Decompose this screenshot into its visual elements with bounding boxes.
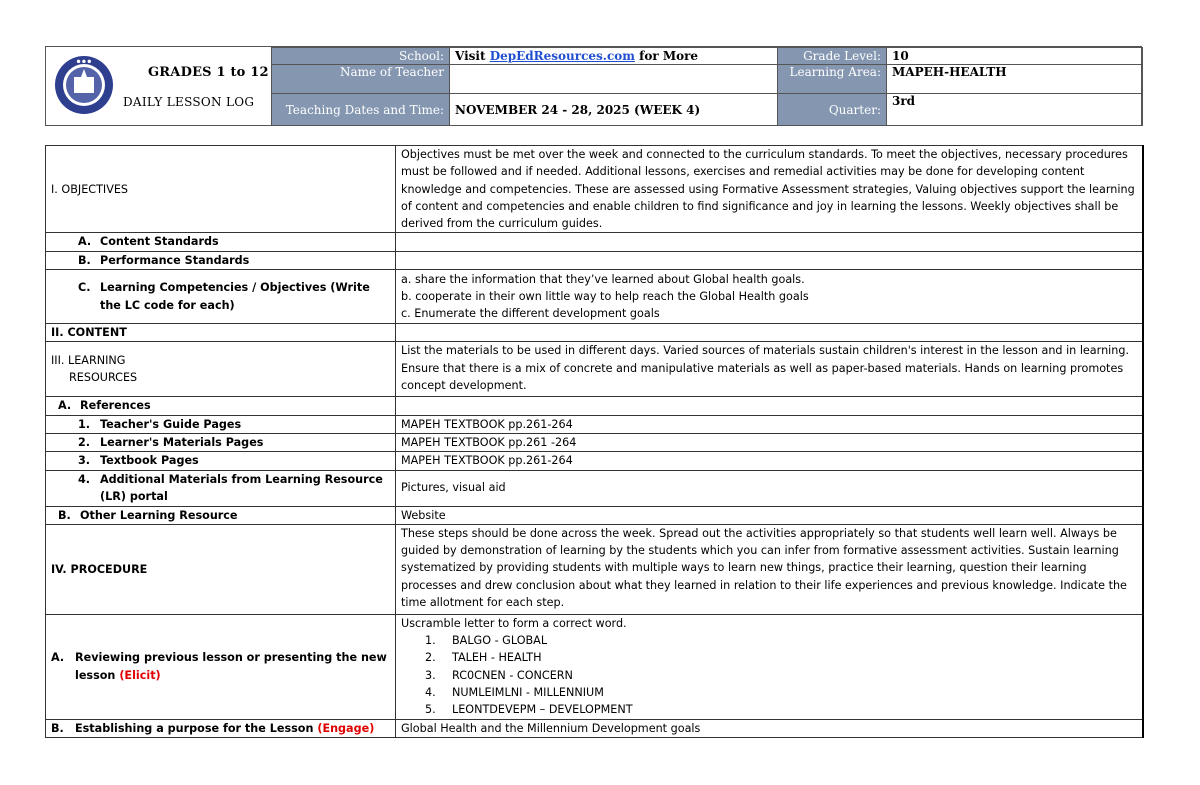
competency-item: b. cooperate in their own little way to help reach the Global Health goals xyxy=(401,289,809,303)
list-item: 1. BALGO - GLOBAL xyxy=(425,634,548,648)
list-item: 5. LEONTDEVEPM – DEVELOPMENT xyxy=(425,703,633,717)
teacher-label: Name of Teacher xyxy=(272,65,450,94)
teachers-guide-value: MAPEH TEXTBOOK pp.261-264 xyxy=(396,415,1143,433)
table-row xyxy=(46,146,1143,233)
engage-tag: (Engage) xyxy=(317,721,375,735)
unscramble-list xyxy=(401,632,1137,718)
svg-text:● ● ●: ● ● ● xyxy=(76,59,92,65)
content-standards-value xyxy=(396,233,1143,251)
table-row xyxy=(46,614,1143,719)
review-lesson-value: Uscramble letter to form a correct word. 1. BALGO - GLOBAL 2. TALEH - HEALTH 3. RC0CNEN - CONCERN 4. NUMLEIMLNI - MILLENNIUM 5. LEONTDEVEPM – DEVELOPMENT xyxy=(396,614,1143,719)
header-block xyxy=(45,46,1142,126)
objectives-label: I. OBJECTIVES xyxy=(46,146,396,233)
list-item: 4. NUMLEIMLNI - MILLENNIUM xyxy=(425,686,604,700)
performance-standards-label: B. Performance Standards xyxy=(46,251,396,269)
content-label: II. CONTENT xyxy=(46,324,396,342)
table-row xyxy=(46,233,1143,251)
quarter-label: Quarter: xyxy=(778,94,887,126)
lesson-log-table xyxy=(45,145,1144,738)
lr-portal-value: Pictures, visual aid xyxy=(396,470,1143,506)
deped-seal-logo xyxy=(54,55,114,115)
learning-resources-text: List the materials to be used in different days. Varied sources of materials sustain children's interest in the lesson and in learning. Ensure that there is a mix of concrete and manipulative materials as well as paper-based materials. Hands on learning promotes concept development. xyxy=(396,342,1143,397)
textbook-pages-label: 3. Textbook Pages xyxy=(46,452,396,470)
table-row xyxy=(46,452,1143,470)
competencies-label: C. Learning Competencies / Objectives (Write the LC code for each) xyxy=(46,270,396,324)
table-row xyxy=(46,524,1143,614)
learning-area-label: Learning Area: xyxy=(778,65,887,94)
learners-materials-label: 2. Learner's Materials Pages xyxy=(46,433,396,451)
learning-area-value: MAPEH-HEALTH xyxy=(887,65,1143,94)
lr-portal-label: 4. Additional Materials from Learning Resource (LR) portal xyxy=(46,470,396,506)
table-row xyxy=(46,324,1143,342)
table-row xyxy=(46,342,1143,397)
competency-item: a. share the information that they’ve learned about Global health goals. xyxy=(401,272,805,286)
purpose-label: B. Establishing a purpose for the Lesson (Engage) xyxy=(46,719,396,737)
textbook-pages-value: MAPEH TEXTBOOK pp.261-264 xyxy=(396,452,1143,470)
learning-resources-label: III. LEARNING RESOURCES xyxy=(46,342,396,397)
table-row xyxy=(46,415,1143,433)
learners-materials-value: MAPEH TEXTBOOK pp.261 -264 xyxy=(396,433,1143,451)
teaching-dates-label: Teaching Dates and Time: xyxy=(272,94,450,126)
purpose-value: Global Health and the Millennium Development goals xyxy=(396,719,1143,737)
other-resource-label: B. Other Learning Resource xyxy=(46,506,396,524)
content-standards-label: A. Content Standards xyxy=(46,233,396,251)
table-row xyxy=(46,397,1143,415)
list-item: 3. RC0CNEN - CONCERN xyxy=(425,668,573,682)
other-resource-value: Website xyxy=(396,506,1143,524)
references-label: A. References xyxy=(46,397,396,415)
school-label: School: xyxy=(272,48,450,65)
grades-title: GRADES 1 to 12 xyxy=(148,65,269,80)
table-row xyxy=(46,719,1143,737)
elicit-tag: (Elicit) xyxy=(119,668,161,682)
procedure-text: These steps should be done across the week. Spread out the activities appropriately so that students well learn well. Always be guided by demonstration of learning by the students which you can infer from formative assessment activities. Sustain learning systematized by providing students with multiple ways to learn new things, practice their learning, question their learning processes and drew conclusion about what they learned in relation to their life experiences and previous knowledge. Indicate the time allotment for each step. xyxy=(396,524,1143,614)
header-info-grid xyxy=(271,47,1143,126)
grade-level-value: 10 xyxy=(887,48,1143,65)
table-row xyxy=(46,270,1143,324)
table-row xyxy=(46,506,1143,524)
competencies-value xyxy=(396,270,1143,324)
procedure-label: IV. PROCEDURE xyxy=(46,524,396,614)
teachers-guide-label: 1. Teacher's Guide Pages xyxy=(46,415,396,433)
table-row xyxy=(46,470,1143,506)
content-value xyxy=(396,324,1143,342)
objectives-text: Objectives must be met over the week and connected to the curriculum standards. To meet the objectives, necessary procedures must be followed and if needed. Additional lessons, exercises and remedial activities may be done for developing content knowledge and competencies. These are assessed using Formative Assessment strategies, Valuing objectives support the learning of content and competencies and enable children to find significance and joy in learning the lessons. Weekly objectives shall be derived from the curriculum guides. xyxy=(396,146,1143,233)
list-item: 2. TALEH - HEALTH xyxy=(425,651,542,665)
table-row xyxy=(46,433,1143,451)
teacher-value xyxy=(450,65,778,94)
review-lesson-label: A. Reviewing previous lesson or presenting the new lesson (Elicit) xyxy=(46,614,396,719)
references-value xyxy=(396,397,1143,415)
daily-lesson-log-title: DAILY LESSON LOG xyxy=(123,95,255,109)
table-row xyxy=(46,251,1143,269)
grade-level-label: Grade Level: xyxy=(778,48,887,65)
school-value: Visit DepEdResources.com for More xyxy=(450,48,778,65)
competency-item: c. Enumerate the different development goals xyxy=(401,307,660,321)
teaching-dates-value: NOVEMBER 24 - 28, 2025 (WEEK 4) xyxy=(450,94,778,126)
depedresources-link[interactable]: DepEdResources.com xyxy=(489,49,635,63)
quarter-value: 3rd xyxy=(887,94,1143,126)
performance-standards-value xyxy=(396,251,1143,269)
